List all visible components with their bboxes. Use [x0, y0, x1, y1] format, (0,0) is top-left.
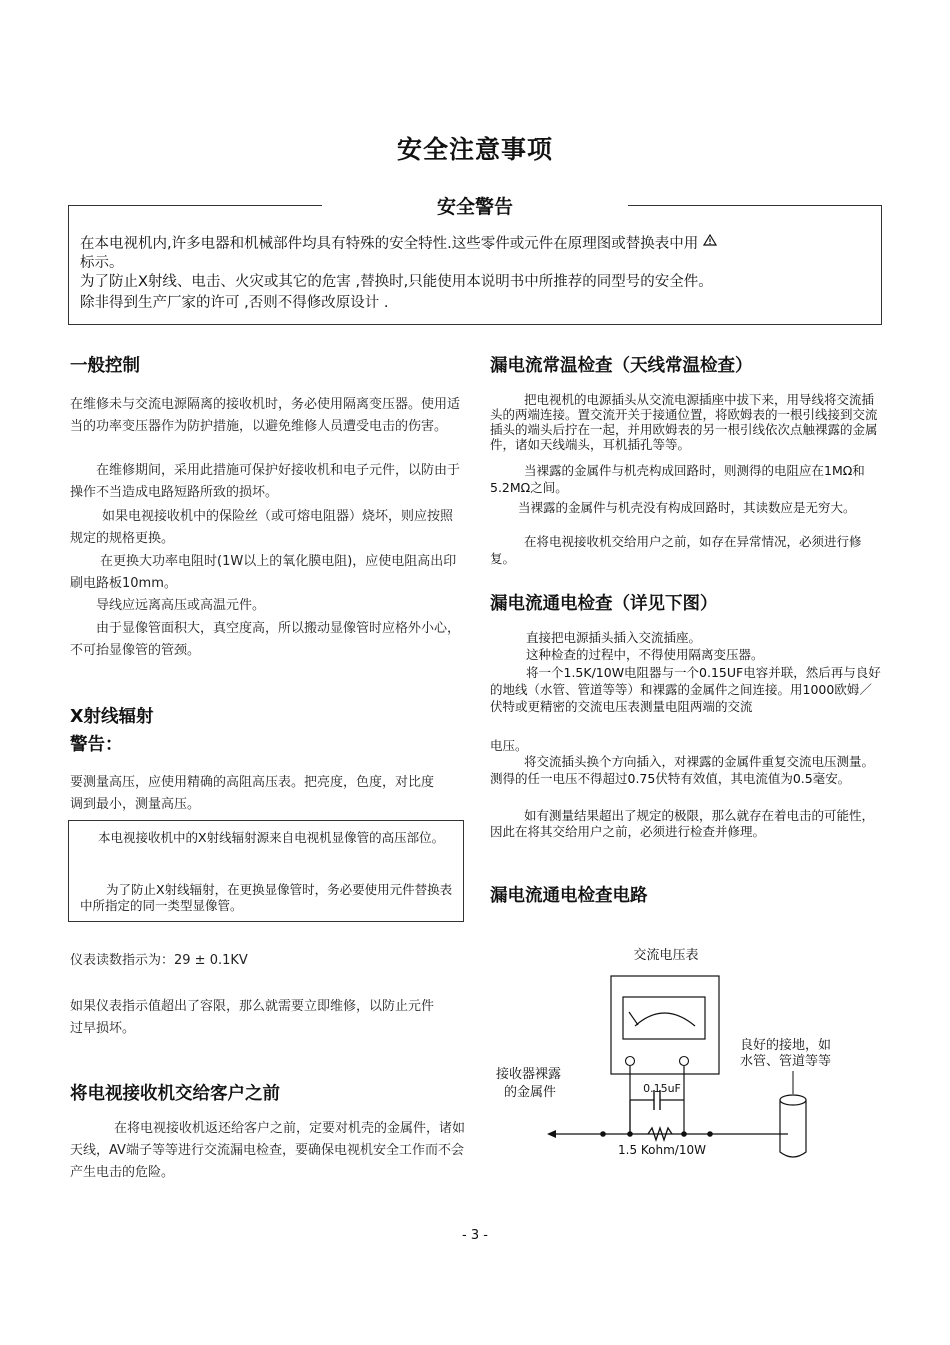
- general-paragraph-6: 由于显像管面积大，真空度高，所以搬动显像管时应格外小心，不可抬显像管的管颈。: [70, 621, 461, 658]
- page-title: 安全注意事项: [396, 135, 553, 164]
- warning-text-1: 在本电视机内,许多电器和机械部件均具有特殊的安全特性.这些零件或元件在原理图或替换表中用: [80, 236, 699, 252]
- ground-label-2: 水管、管道等等: [740, 1054, 832, 1069]
- leakage-cold-paragraph-3: 当裸露的金属件与机壳没有构成回路时，其读数应是无穷大。: [518, 500, 856, 515]
- circuit-heading: 漏电流通电检查电路: [490, 886, 648, 906]
- safety-warning-heading: 安全警告: [322, 192, 628, 219]
- leakage-cold-paragraph-1: 把电视机的电源插头从交流电源插座中拔下来，用导线将交流插头的两端连接。置交流开关于接通位置，将欧姆表的一根引线接到交流插头的端头后拧在一起，并用欧姆表的另一根引线依次点触裸露的金属件，诸如天线端头，耳机插孔等等。: [490, 392, 878, 452]
- leakage-hot-paragraph-5: 如有测量结果超出了规定的极限，那么就存在着电击的可能性，因此在将其交给用户之前，必须进行检查并修理。: [490, 808, 875, 839]
- warning-line-1: [80, 234, 880, 254]
- xray-heading: X射线辐射: [70, 707, 154, 727]
- warning-line-4: 除非得到生产厂家的许可 ,否则不得修改原设计 .: [80, 295, 389, 311]
- leakage-hot-paragraph-4: 将交流插头换个方向插入，对裸露的金属件重复交流电压测量。测得的任一电压不得超过0.75伏特有效值，其电流值为0.5毫安。: [490, 754, 875, 786]
- leakage-hot-paragraph-3: 将一个1.5K/10W电阻器与一个0.15UF电容并联，然后再与良好的地线（水管、管道等等）和裸露的金属件之间连接。用1000欧姆／ 伏特或更精密的交流电压表测量电阻两端的交流: [490, 665, 881, 714]
- xray-paragraph-2: 如果仪表指示值超出了容限，那么就需要立即维修，以防止元件过早损坏。: [70, 999, 435, 1036]
- handover-heading: 将电视接收机交给客户之前: [70, 1084, 280, 1104]
- metal-part-label-1: 接收器裸露: [496, 1067, 562, 1082]
- meter-terminal-right: [680, 1057, 689, 1066]
- leakage-cold-paragraph-4: 在将电视接收机交给用户之前，如存在异常情况，必须进行修复。: [490, 534, 862, 566]
- leakage-test-circuit-diagram: [490, 940, 890, 1170]
- leakage-cold-paragraph-2: 当裸露的金属件与机壳构成回路时，则测得的电阻应在1MΩ和5.2MΩ之间。: [490, 463, 865, 495]
- warning-line-3: 为了防止X射线、电击、火灾或其它的危害 ,替换时,只能使用本说明书中所推荐的同型号的安全件。: [80, 274, 713, 290]
- general-control-heading: 一般控制: [70, 356, 140, 376]
- xray-box-text-1: 本电视接收机中的X射线辐射源来自电视机显像管的高压部位。: [98, 830, 445, 845]
- meter-reading: 仪表读数指示为：29 ± 0.1KV: [70, 953, 248, 968]
- leakage-cold-heading: 漏电流常温检查（天线常温检查）: [490, 356, 753, 376]
- resistor-label: 1.5 Kohm/10W: [618, 1143, 706, 1157]
- leakage-hot-heading: 漏电流通电检查（详见下图）: [490, 594, 718, 614]
- arrow-icon: [547, 1130, 556, 1138]
- leakage-hot-paragraph-3b: 电压。: [490, 738, 528, 753]
- xray-warning-subheading: 警告：: [70, 735, 123, 755]
- water-pipe-icon: [780, 1100, 806, 1157]
- general-paragraph-2: 在维修期间，采用此措施可保护好接收机和电子元件，以防由于操作不当造成电路短路所致的损坏。: [70, 463, 461, 500]
- handover-paragraph: 在将电视接收机返还给客户之前，定要对机壳的金属件，诸如天线，AV端子等等进行交流漏电检查，要确保电视机安全工作而不会产生电击的危险。: [70, 1121, 466, 1180]
- general-paragraph-1: 在维修未与交流电源隔离的接收机时，务必使用隔离变压器。使用适当的功率变压器作为防护措施，以避免维修人员遭受电击的伤害。: [70, 397, 461, 434]
- page-number: - 3 -: [462, 1228, 488, 1243]
- warning-line-2: 标示。: [80, 255, 124, 271]
- xray-box-text-2: 为了防止X射线辐射，在更换显像管时，务必要使用元件替换表中所指定的同一类型显像管。: [80, 882, 453, 913]
- meter-label: 交流电压表: [633, 948, 699, 963]
- metal-part-label-2: 的金属件: [504, 1085, 557, 1100]
- general-paragraph-5: 导线应远离高压或高温元件。: [96, 598, 266, 613]
- ground-label-1: 良好的接地，如: [740, 1038, 832, 1053]
- general-paragraph-3: 如果电视接收机中的保险丝（或可熔电阻器）烧坏，则应按照规定的规格更换。: [70, 509, 454, 546]
- leakage-hot-paragraph-1: 直接把电源插头插入交流插座。: [526, 630, 702, 645]
- voltmeter-dial: [623, 997, 705, 1039]
- general-paragraph-4: 在更换大功率电阻时(1W以上的氧化膜电阻)，应使电阻高出印刷电路板10mm。: [70, 554, 457, 591]
- leakage-hot-paragraph-2: 这种检查的过程中，不得使用隔离变压器。: [526, 647, 764, 662]
- voltmeter-needle: [629, 1012, 638, 1025]
- capacitor-label: 0.15uF: [643, 1082, 681, 1095]
- warning-triangle-icon: [703, 234, 717, 246]
- meter-terminal-left: [626, 1057, 635, 1066]
- xray-paragraph-1: 要测量高压，应使用精确的高阻高压表。把亮度，色度，对比度调到最小，测量高压。: [70, 775, 435, 812]
